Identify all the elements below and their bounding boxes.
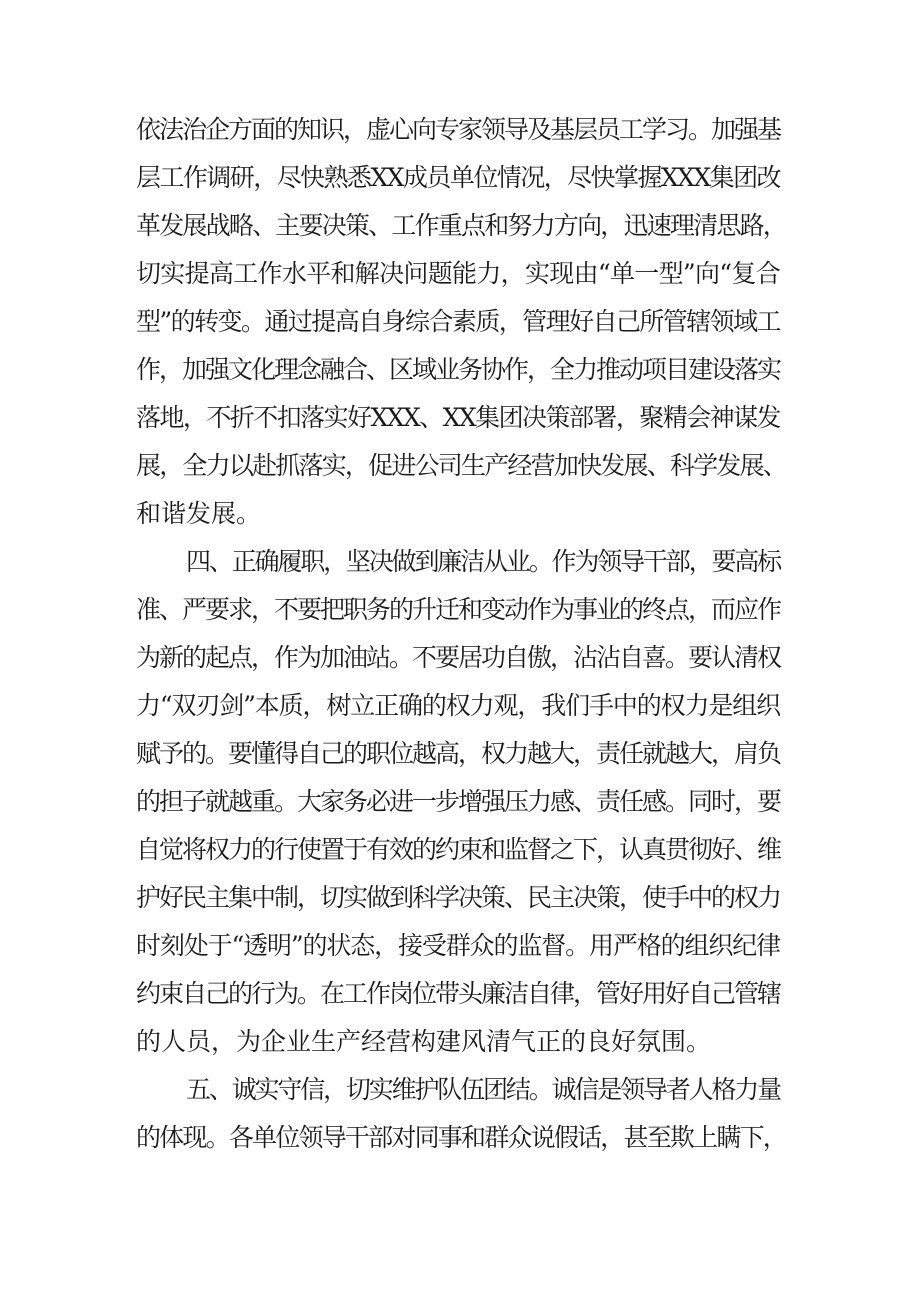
text-line-14: 赋予的。要懂得自己的职位越高，权力越大，责任就越大，肩负 — [136, 739, 780, 768]
text-line-19: 约束自己的行为。在工作岗位带头廉洁自律，管好用好自己管辖 — [136, 979, 780, 1008]
text-line-3: 革发展战略、主要决策、工作重点和努力方向，迅速理清思路， — [136, 211, 786, 240]
text-line-11: 准、严要求，不要把职务的升迁和变动作为事业的终点，而应作 — [136, 595, 780, 624]
text-line-4: 切实提高工作水平和解决问题能力，实现由“单一型”向“复合 — [136, 259, 780, 288]
text-line-22: 的体现。各单位领导干部对同事和群众说假话，甚至欺上瞒下， — [136, 1123, 786, 1152]
text-line-21: 五、诚实守信，切实维护队伍团结。诚信是领导者人格力量 — [186, 1075, 780, 1104]
text-line-13: 力“双刃剑”本质，树立正确的权力观，我们手中的权力是组织 — [136, 691, 780, 720]
text-line-16: 自觉将权力的行使置于有效的约束和监督之下，认真贯彻好、维 — [136, 835, 780, 864]
text-line-8: 展，全力以赴抓落实，促进公司生产经营加快发展、科学发展、 — [136, 451, 786, 480]
text-line-20: 的人员，为企业生产经营构建风清气正的良好氛围。 — [136, 1027, 712, 1056]
text-line-5: 型”的转变。通过提高自身综合素质，管理好自己所管辖领域工 — [136, 307, 780, 336]
text-line-7: 落地，不折不扣落实好XXX、XX集团决策部署，聚精会神谋发 — [136, 403, 780, 432]
text-line-1: 依法治企方面的知识，虚心向专家领导及基层员工学习。加强基 — [136, 115, 780, 144]
text-line-10: 四、正确履职，坚决做到廉洁从业。作为领导干部，要高标 — [186, 547, 780, 576]
text-line-2: 层工作调研，尽快熟悉XX成员单位情况，尽快掌握XXX集团改 — [136, 163, 780, 192]
text-line-17: 护好民主集中制，切实做到科学决策、民主决策，使手中的权力 — [136, 883, 780, 912]
text-line-12: 为新的起点，作为加油站。不要居功自傲，沾沾自喜。要认清权 — [136, 643, 780, 672]
text-line-18: 时刻处于“透明”的状态，接受群众的监督。用严格的组织纪律 — [136, 931, 780, 960]
text-line-15: 的担子就越重。大家务必进一步增强压力感、责任感。同时，要 — [136, 787, 780, 816]
text-line-9: 和谐发展。 — [136, 499, 262, 528]
text-line-6: 作，加强文化理念融合、区域业务协作，全力推动项目建设落实 — [136, 355, 780, 384]
